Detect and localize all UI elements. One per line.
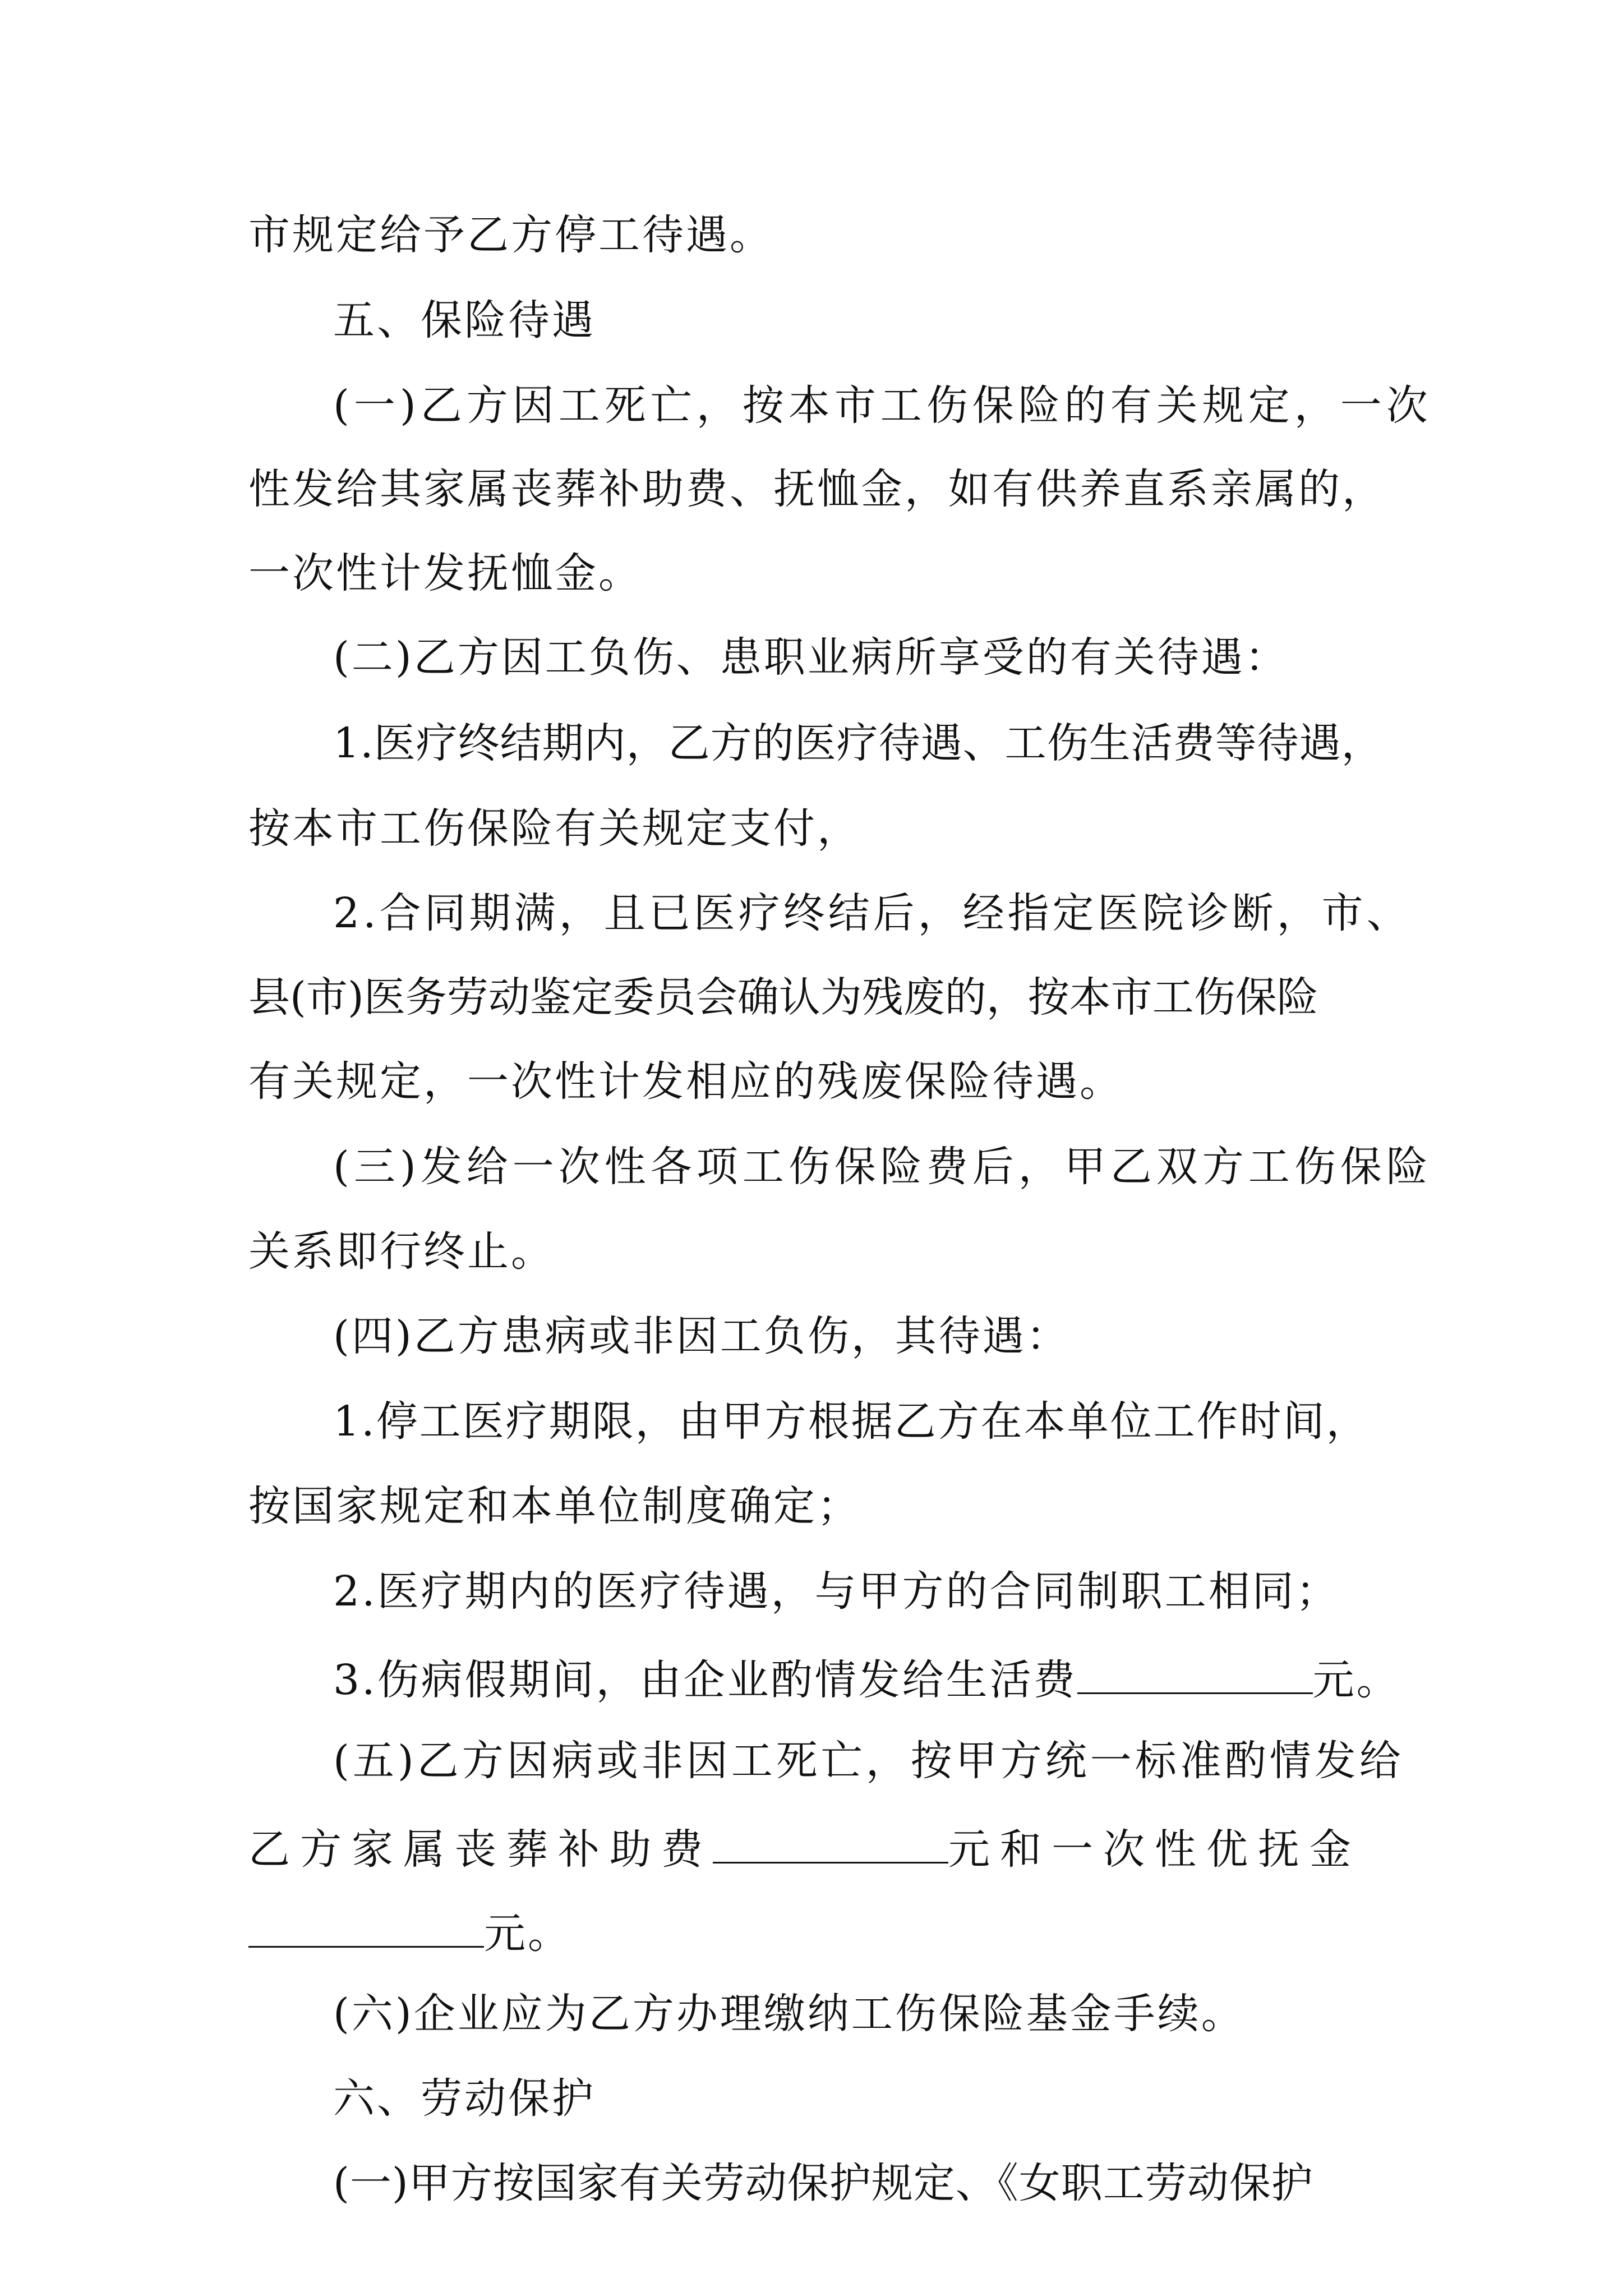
allowance-text: 3.伤病假期间，由企业酌情发给生活费 [333, 1656, 1077, 1704]
text-line: 有关规定，一次性计发相应的残废保险待遇。 [248, 1057, 1123, 1106]
allowance-unit: 元。 [1312, 1656, 1400, 1704]
text-line: 1.停工医疗期限，由甲方根据乙方在本单位工作时间， [333, 1397, 1370, 1446]
text-line: 县(市)医务劳动鉴定委员会确认为残废的，按本市工伤保险 [248, 973, 1318, 1022]
funeral-text: 乙方家属丧葬补助费 [248, 1825, 713, 1874]
text-line: 关系即行终止。 [248, 1227, 555, 1276]
text-line: 按本市工伤保险有关规定支付， [248, 804, 861, 853]
allowance-line [333, 1655, 1400, 1704]
text-line: 性发给其家属丧葬补助费、抚恤金，如有供养直系亲属的， [248, 465, 1386, 513]
text-line: (五)乙方因病或非因工死亡，按甲方统一标准酌情发给 [333, 1737, 1404, 1785]
allowance-amount-blank[interactable] [1077, 1655, 1313, 1694]
pension-unit: 元。 [484, 1910, 571, 1958]
pension-line [248, 1909, 571, 1958]
funeral-amount-blank[interactable] [713, 1825, 948, 1864]
text-line: (一)乙方因工死亡，按本市工伤保险的有关规定，一次 [333, 381, 1432, 430]
text-line: 2.合同期满，且已医疗终结后，经指定医院诊断，市、 [333, 889, 1412, 937]
text-line: (三)发给一次性各项工伤保险费后，甲乙双方工伤保险 [333, 1143, 1432, 1191]
funeral-line [248, 1825, 1361, 1874]
text-line: (二)乙方因工负伤、患职业病所享受的有关待遇： [333, 633, 1289, 682]
funeral-text-continued: 元和一次性优抚金 [948, 1825, 1361, 1874]
text-line: 一次性计发抚恤金。 [248, 549, 642, 597]
section-heading: 六、劳动保护 [333, 2074, 596, 2123]
pension-amount-blank[interactable] [248, 1909, 484, 1948]
text-line: 市规定给予乙方停工待遇。 [248, 211, 773, 259]
text-line: 2.医疗期内的医疗待遇，与甲方的合同制职工相同； [333, 1567, 1340, 1616]
text-line: 1.医疗终结期内，乙方的医疗待遇、工伤生活费等待遇， [333, 719, 1384, 767]
text-line: (四)乙方患病或非因工负伤，其待遇： [333, 1312, 1070, 1360]
text-line: (六)企业应为乙方办理缴纳工伤保险基金手续。 [333, 1990, 1245, 2038]
section-heading: 五、保险待遇 [333, 296, 596, 344]
text-line: (一)甲方按国家有关劳动保护规定、《女职工劳动保护 [333, 2159, 1313, 2207]
text-line: 按国家规定和本单位制度确定； [248, 1482, 861, 1530]
